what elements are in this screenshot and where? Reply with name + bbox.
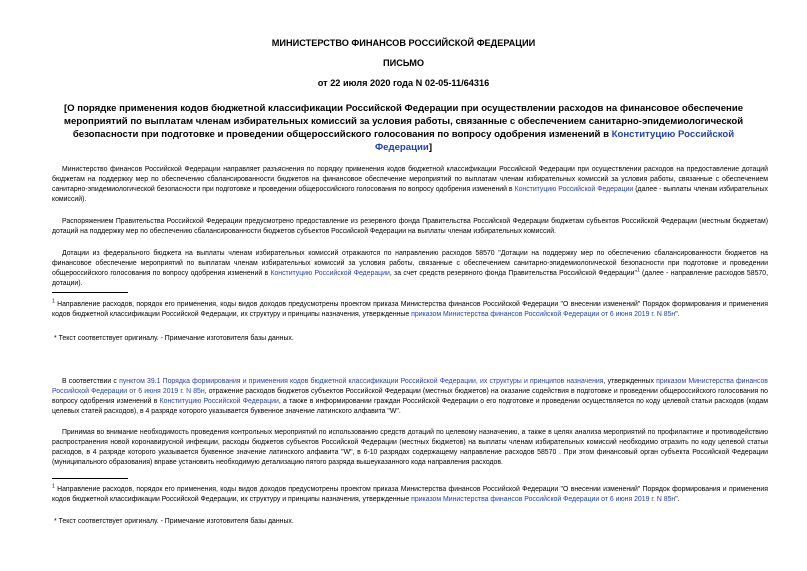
paragraph-4-text-a: В соответствии с bbox=[62, 378, 120, 385]
footnote-ref[interactable]: 1 bbox=[636, 267, 640, 274]
footnote-marker: 1 bbox=[52, 483, 55, 490]
footnote-2-text-a: Направление расходов, порядок его применения, коды видов доходов предусмотрены проектом приказа Министерства финансов Российской Федерации "О внесении изменений" Порядок формирования и применения кодов бюджетной классификации Российской Федерации, их структуру и принципы назначения, утвержденные bbox=[52, 486, 768, 503]
footnote-divider bbox=[52, 478, 128, 479]
paragraph-4 bbox=[52, 377, 768, 417]
constitution-link[interactable]: Конституцию Российской Федерации bbox=[270, 270, 390, 277]
constitution-link[interactable]: Конституцию Российской Федерации bbox=[159, 398, 279, 405]
footnote-1-text-b: ". bbox=[675, 311, 680, 318]
document-title bbox=[48, 102, 759, 154]
constitution-link[interactable]: Конституцию Российской Федерации bbox=[514, 186, 634, 193]
document-date-number: от 22 июля 2020 года N 02-05-11/64316 bbox=[317, 78, 490, 88]
title-end: ] bbox=[428, 142, 433, 153]
paragraph-3 bbox=[52, 249, 768, 289]
ministry-order-link[interactable]: приказом Министерства финансов Российской Федерации от 6 июня 2019 г. N 85н bbox=[411, 496, 676, 503]
footnote-1-text-a: Направление расходов, порядок его применения, коды видов доходов предусмотрены проектом приказа Министерства финансов Российской Федерации "О внесении изменений" Порядок формирования и применения кодов бюджетной классификации Российской Федерации, их структуру и принципы назначения, утвержденные bbox=[52, 301, 768, 318]
paragraph-2: Распоряжением Правительства Российской Федерации предусмотрено предоставление из резервного фонда Правительства Российской Федерации бюджетам субъектов Российской Федерации (местным бюджетам) дотаций на поддержку мер по обеспечению сбалансированности бюджетов субъектов Российской Федерации на выплаты членам избирательных комиссий. bbox=[52, 218, 768, 235]
footnote-2-text-b: ". bbox=[675, 496, 680, 503]
procedure-clause-link[interactable]: пунктом 39.1 Порядка формирования и применения кодов бюджетной классификации Российской Федерации, их структуры и принципов назначения bbox=[119, 378, 604, 385]
title-text: [О порядке применения кодов бюджетной классификации Российской Федерации при осуществлении расходов на финансовое обеспечение мероприятий по выплатам членам избирательных комиссий за условия работы, связанные с обеспечением санитарно-эпидемиологической безопасности при подготовке и проведении общероссийского голосования по вопросу одобрения изменений в bbox=[63, 103, 744, 140]
paragraph-1 bbox=[52, 165, 768, 205]
paragraph-4-text-c: , отражение расходов бюджетов субъектов Российской Федерации (местных бюджетов) на оказание содействия в подготовке и проведении общероссийского голосования по вопросу одобрения изменений в bbox=[52, 388, 768, 405]
paragraph-3-text-a: Дотации из федерального бюджета на выплаты членам избирательных комиссий отражаются по направлению расходов 58570 "Дотации на поддержку мер по обеспечению сбалансированности бюджетов на финансовое обеспечение мероприятий по выплатам членам избирательных комиссий за условия работы, связанные с обеспечением санитарно-эпидемиологической безопасности при подготовке и проведении общероссийского голосования по вопросу одобрения изменений в bbox=[52, 250, 768, 277]
ministry-heading: МИНИСТЕРСТВО ФИНАНСОВ РОССИЙСКОЙ ФЕДЕРАЦИИ bbox=[271, 38, 536, 48]
paragraph-1-text-a: Министерство финансов Российской Федерации направляет разъяснения по порядку применения кодов бюджетной классификации Российской Федерации при осуществлении расходов на предоставление дотаций бюджетам на поддержку мер по обеспечению сбалансированности бюджетов на финансовое обеспечение мероприятий по выплатам членам избирательных комиссий за условия работы, связанные с обеспечением санитарно-эпидемиологической безопасности при подготовке и проведении общероссийского голосования по вопросу одобрения изменений в bbox=[52, 166, 768, 193]
ministry-order-link[interactable]: приказом Министерства финансов Российской Федерации от 6 июня 2019 г. N 85н bbox=[52, 378, 768, 395]
paragraph-1-text-b: (далее - выплаты членам избирательных комиссий). bbox=[52, 186, 768, 203]
footnote-marker: 1 bbox=[52, 298, 55, 305]
title-constitution-link[interactable]: Конституцию Российской Федерации bbox=[374, 129, 735, 153]
ministry-order-link[interactable]: приказом Министерства финансов Российской Федерации от 6 июня 2019 г. N 85н bbox=[411, 311, 676, 318]
editor-note-1: * Текст соответствует оригиналу. - Примечание изготовителя базы данных. bbox=[54, 335, 294, 342]
footnote-1 bbox=[52, 300, 768, 320]
paragraph-4-text-b: , утвержденных bbox=[603, 378, 657, 385]
paragraph-5: Принимая во внимание необходимость проведения контрольных мероприятий по использованию средств дотаций по целевому назначению, а также в целях анализа мероприятий по профилактике и противодействию распространения новой коронавирусной инфекции, расходы бюджетов субъектов Российской Федерации (местных бюджетов) на выплаты членам избирательных комиссий необходимо отразить по коду целевой статьи расходов, в 4 разряде которого указывается буквенное значение латинского алфавита "W", в 6-10 разрядах содержащему направление расходов 58570 . При этом финансовый орган субъекта Российской Федерации (муниципального образования) вправе установить необходимую детализацию пятого разряда вышеуказанного кода направления расходов. bbox=[52, 429, 768, 466]
footnote-divider bbox=[52, 292, 128, 293]
paragraph-4-text-d: , а также в информировании граждан Российской Федерации о его подготовке и проведении осуществляется по коду целевой статьи расходов (кодам целевых статей расходов), в 4 разряде которого указывается буквенное значение латинского алфавита "W". bbox=[52, 398, 768, 415]
document-type: ПИСЬМО bbox=[382, 58, 425, 68]
paragraph-3-text-b: , за счет средств резервного фонда Правительства Российской Федерации" bbox=[389, 270, 637, 277]
editor-note-2: * Текст соответствует оригиналу. - Примечание изготовителя базы данных. bbox=[54, 518, 294, 525]
footnote-2 bbox=[52, 485, 768, 505]
paragraph-3-text-c: (далее - направление расходов 58570, дотации). bbox=[52, 270, 768, 287]
